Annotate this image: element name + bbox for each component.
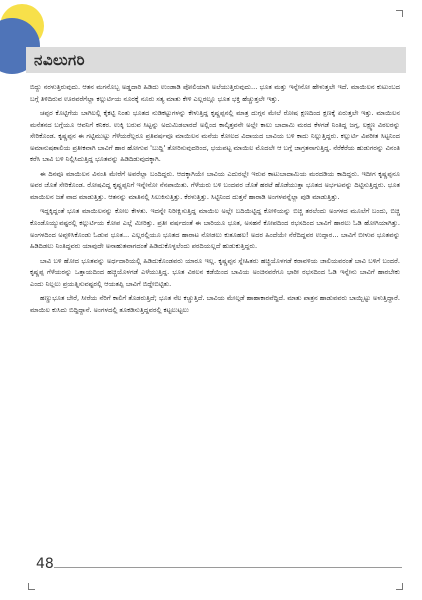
paragraph-6: ಹಣ್ಣುಭೂತ ಬೇರೆ, ಸೀರೆಯ ನೆರಿಗೆ ಕಾಲಿಗೆ ತೊಡರುತ್ತಿದೆ; ಭೂತ ನೆಲ ಕಚ್ಚುತ್ತಿದೆ. ಬಾವಿಯ ಮೇಲ್ಗಡೆ ಹಾಹಾಕಾರವೆದ್ದಿದೆ. ಮಾತು ಪಾತ್ರನ ಹಾಡುವವರು ಬಾಯ್ಬಿಟ್ಟು ಅಳುತ್ತಿದ್ದಾರೆ. ಮಾಯಿಲ ಕುಸಿದು ಬಿದ್ದಿದ್ದಾನೆ. ಅಂಗಳದಲ್ಲಿ ತೂಕಡಿಸುತ್ತಿದ್ದವರಲ್ಲಿ ಕಟ್ಟಲುಟ್ಟಲು — [30, 294, 400, 314]
crop-mark-bottom-left — [28, 583, 35, 590]
paragraph-2: ಚಪ್ಪರ ಕೊಟ್ಟಿಗೆಯ ಬಾಗಿಲಲ್ಲಿ ಕೈಕಟ್ಟಿ ನಿಂತು ಭೂತದ ನುಡಿಕಟ್ಟುಗಳನ್ನು ಕೇಳುತ್ತಿದ್ದ ಕೃಷ್ಣಪ್ಪನಲ್ಲಿ ಮಾತ್ರ ದುಗ್ಗನ ಮೇಲೆ ರೋಷ ಕ್ಷಣದಿಂದ ಕ್ಷಣಕ್ಕೆ ಏರುತ್ತಲೇ ಇತ್ತು. ಮಾಯಿಲನ ಮನೆತನದ ಬಗ್ಗೆಯೂ ಆವನಿಗೆ ಕನಿಕರ. ಉಕ್ಕಿ ಬರುವ ಸಿಟ್ಟನ್ನು ಅದುಮಿಡಲಾರದೆ ಅಲ್ಲಿಂದ ಕಾಲ್ಕಿತ್ತವನೇ ಅಲ್ಲೇ ಕಾಲು ಬಾದಾಮಿ ಮರದ ಕೆಳಗಡೆ ನಿಂತಿದ್ದ ಜಗ್ಗ, ಲಕ್ಷ್ಮಣ ವಿಠಲರನ್ನು ಸೇರಿಕೊಂಡ. ಕೃಷ್ಣಪ್ಪನ ಈ ಗಟ್ಟಿಮುಟ್ಟು ಗೆಳೆಯರೆಲ್ಲರೂ ಪ್ರತಿವರ್ಷವೂ ಮಾಯಿಲನ ಮನೆಯ ಕೋಲದ ವಿದಾಯದ ಬಾವಿಯ ಬಳಿ ಕಾದು ನಿಲ್ಲುತ್ತಿದ್ದರು. ಕಲ್ಲುರ್ಟಿ ವಿಪರೀತ ಸಿಟ್ಟನಿಂದ ಅಮಾನುಷಶಾಲಿಯ ಪ್ರತೀಕವಾಗಿ ಬಾವಿಗೆ ಹಾರ ಹೋಗುವ 'ಬುದ್ದಿ' ತೋರಿಸುವುದರಿಂದ, ಭಯಪಟ್ಟ ಮಾಯಿಲ ಮೊದಲೇ ಆ ಬಗ್ಗೆ ಜಾಗ್ರತನಾಗುತ್ತಿದ್ದ. ನೆರೆಕೆರೆಯ ಹುಡುಗರನ್ನು ವಿನಂತಿ ಕರೆಸಿ ಬಾವಿ ಬಳಿ ನಿಲ್ಲಿಸಿದುತ್ತಿದ್ದ ಭೂತವನ್ನು ಹಿಡಿದಿಡುವುದಕ್ಕಾಗಿ. — [30, 109, 400, 164]
crop-mark-bottom-right — [396, 583, 403, 590]
crop-mark-top-right — [396, 10, 403, 17]
paragraph-3: ಈ ದಿನವೂ ಮಾಯಿಲನ ವಿನಂತಿ ಮೇರೆಗೆ ಅವರೆಲ್ಲಾ ಬಂದಿದ್ದರು. ಆದಕ್ಕಾಗಿಯೇ ಬಾವಿಯ ಎದುರಲ್ಲೇ ಇರುವ ಕಾಟುಬಾದಾಮಿಯ ಮರದಡಿಯ ಕಾದಿದ್ದರು. ಇದೀಗ ಕೃಷ್ಣಪ್ಪನೂ ಅವರ ಜೊತೆ ಸೇರಿಕೊಂಡ. ರೋಷವಿದ್ದ ಕೃಷ್ಣಪ್ಪನಿಗೆ ಇನ್ನೇನೋ ನೆನಪಾಯಿತು. ಗೆಳೆಯರು ಬಳಿ ಬಂದವರ ಜೊತೆ ಹರಟೆ ಹೊಡೆಯುತ್ತಾ ಭೂತದ ಅರ್ಭಟವನ್ನು ದಿಟ್ಟಿಸುತ್ತಿದ್ದರು. ಭೂತ ಮಾಯಿಲನ ಜತೆ ವಾದ ಮಾಡುತ್ತಿತ್ತು. ಆತನನ್ನು ಮಾತಿನಲ್ಲಿ ಸಿಲುಕಿಸುತ್ತಿತ್ತು. ಕೆರಳುತ್ತಿತ್ತು. ಸಿಟ್ಟಿನಿಂದ ದುತ್ತನೆ ಹಾರಾಡಿ ಅಂಗಳವನ್ನೆಲ್ಲಾ ಪುಡಿ ಮಾಡುತ್ತಿತ್ತು. — [30, 169, 400, 201]
paragraph-1: ಬಿದ್ದು ನರಳುತ್ತಿರುವುದು. ಆತನ ಮಗನೊಬ್ಬ ಅಡ್ಡದಾರಿ ಹಿಡಿದು ಉಂಡಾಡಿ ಪೋಲಿಯಾಗಿ ಅಲೆಯುತ್ತಿರುವುದು... ಭೂತ ಮತ್ತು ಇನ್ನೇನೋ ಹೇಳುತ್ತಲೇ ಇದೆ. ಮಾಯಿಲನ ಕುಟುಂಬದ ಬಗ್ಗೆ ತಿಳಿದಿರುವ ಊರವರೆಗೆಲ್ಲಾ ಕಲ್ಲುರ್ಟಿಯ ನೂರಕ್ಕೆ ನೂರು ಸತ್ಯ ಮಾತು ಕೇಳಿ ಎಲ್ಲರಲ್ಲೂ ಭೂತ ಭಕ್ತಿ ಹೆಚ್ಚುತ್ತಲೇ ಇತ್ತು. — [30, 83, 400, 103]
paragraph-4: ಇದ್ದಕ್ಕಿದ್ದಂತೆ ಭೂತ ಮಾಯಿಲನನ್ನು ಕೋಲ ಕೇಳತು. ಇದನ್ನೇ ನಿರೀಕ್ಷಿಸುತ್ತಿದ್ದ ಮಾಯಿಲ ಅಲ್ಲೇ ಬದಿಯಿಟ್ಟಿದ್ದ ಕೋಳಿಯನ್ನು ಬಿಚ್ಚಿ ತರಲೆಂದು ಅಂಗಳದ ಮೂಲೆಗೆ ಬಂದು, ಬಿಚ್ಚಿ ಕೊಂಡೊಯ್ಯುವಷ್ಟರಲ್ಲಿ ಕಲ್ಲುರ್ಟಿಯ ಕೋಪ ಎಲ್ಲೆ ಮೀರಿತ್ತು. ಪ್ರತೀ ವರ್ಷದಂತೆ ಈ ಬಾರಿಯೂ ಭೂತ, ಅಸಹನೆ ಕೋಪದಿಂದ ರಭಸದಿಂದ ಬಾವಿಗೆ ಹಾರಲು ಓಡಿ ಹೋಗಿಯಾಗಿತ್ತು. ಅಂಗಳದಿಂದ ಅಪ್ಪಳಿಸಿಕೊಂಡು ಓಡುವ ಭೂತ... ಎಲ್ಲರಲ್ಲಿಯೂ ಭೂತದ ಹಾರಾಟ ನೋಡಲು ಕುತೂಹಲ! ಅದರ ಹಿಂದೆಯೇ ನೆರೆದಿದ್ದವರ ಉದ್ಗಾರ... ಬಾವಿಗೆ ಬೀಳುವ ಭೂತವನ್ನು ಹಿಡಿದಿಡಲು ನಿಂತಿದ್ದವರು ಯಾವುದೇ ಅನಾಹುತವಾಗದಂತೆ ಹಿಡಿದುಕೊಳ್ಳಲೆಂದು ಪರದಿಯಲ್ಲದೆ ಹುಡುಕುತ್ತಿದ್ದರು. — [30, 207, 400, 251]
footer-rule — [54, 567, 402, 568]
section-title: ನವಿಲುಗರಿ — [34, 51, 86, 69]
body-text — [30, 82, 400, 557]
page-number: 48 — [36, 556, 54, 572]
paragraph-5: ಬಾವಿ ಬಳಿ ಹೋದ ಭೂತವನ್ನು ಅರ್ಧದಾರಿಯಲ್ಲಿ ಹಿಡಿದುಕೊಂಡವರು ಯಾರೂ ಇಲ್ಲ. ಕೃಷ್ಣಪ್ಪನ ಸ್ನೇಹಿತರು ಹಚ್ಚಿಯೊಳಗಡೆ ಕರಾವಳಿಯ ಜಾಲಿಯವರಂತೆ ಬಾವಿ ಬಳಿಗೆ ಬಂದರೆ. ಕೃಷ್ಣಪ್ಪ ಗೆಳೆಯರನ್ನು ಒತ್ತಾಯದಿಂದ ಹಚ್ಚಿಯೊಳಗಡೆ ಎಳೆಯುತ್ತಿದ್ದ. ಭೂತ ವಿಠಲನ ಕಡೆಯಿಂದ ಬಾವಿಯ ಅಂಚಿನವರೆಗೂ ಭಾರೀ ರಭಸದಿಂದ ಓಡಿ ಇನ್ನೇನು ಬಾವಿಗೆ ಹಾರಬೇಕು ಎಂದು ನಿಲ್ಲಲು ಪ್ರಯತ್ನಿಸುವಷ್ಟರಲ್ಲಿ ಆಯತಪ್ಪಿ ಬಾವಿಗೆ ಬಿದ್ದೇಬಿಟ್ಟಿತು. — [30, 256, 400, 288]
